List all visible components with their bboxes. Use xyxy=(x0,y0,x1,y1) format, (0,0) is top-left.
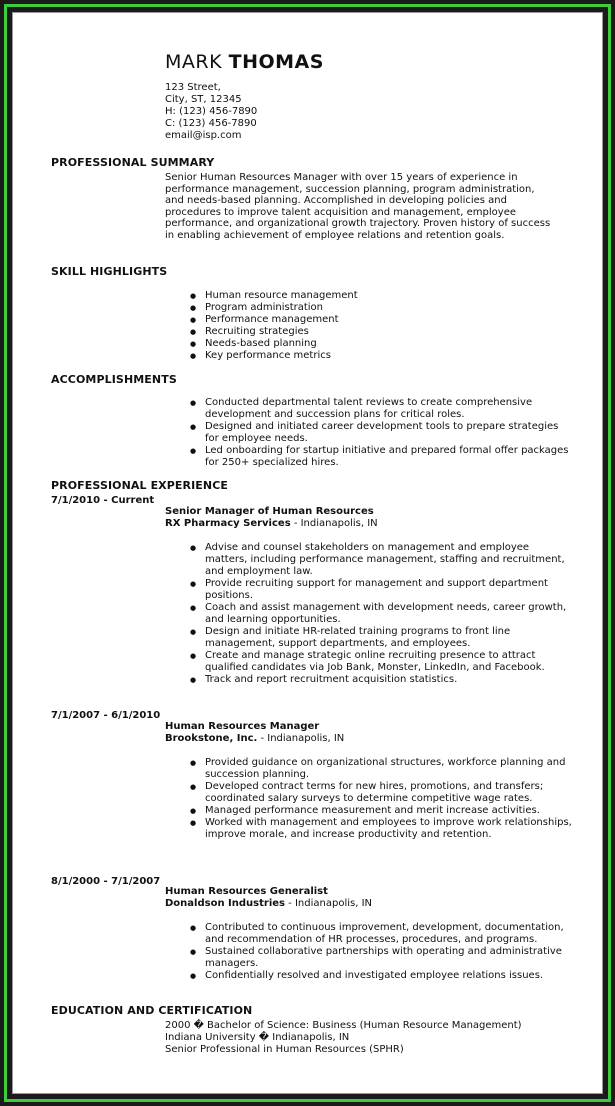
education-block xyxy=(165,1020,522,1056)
summary-heading: PROFESSIONAL SUMMARY xyxy=(51,156,215,169)
city-line: City, ST, 12345 xyxy=(165,94,242,105)
list-item: ● Performance management xyxy=(185,314,573,326)
job-header xyxy=(165,506,378,530)
skills-list xyxy=(185,290,573,362)
list-item: ● Managed performance measurement and merit increase activities. xyxy=(185,805,573,817)
list-item: ● Create and manage strategic online recruiting presence to attract qualified candidates via Job Bank, Monster, LinkedIn, and Facebook. xyxy=(185,650,573,674)
skills-heading: SKILL HIGHLIGHTS xyxy=(51,265,168,278)
home-phone: H: (123) 456-7890 xyxy=(165,106,258,117)
list-item: ● Design and initiate HR-related training programs to front line management, support departments, and employees. xyxy=(185,626,573,650)
company-name: RX Pharmacy Services xyxy=(165,518,291,529)
contact-block xyxy=(165,82,257,142)
job-location: - Indianapolis, IN xyxy=(285,898,372,909)
list-item: ● Program administration xyxy=(185,302,573,314)
list-item: ● Conducted departmental talent reviews to create comprehensive development and succession plans for critical roles. xyxy=(185,397,573,421)
job-bullets xyxy=(185,922,573,982)
list-item: ● Developed contract terms for new hires, promotions, and transfers; coordinated salary surveys to determine competitive wage rates. xyxy=(185,781,573,805)
list-item: ● Provide recruiting support for management and support department positions. xyxy=(185,578,573,602)
degree-line: 2000 � Bachelor of Science: Business (Human Resource Management) xyxy=(165,1020,522,1031)
list-item: ● Sustained collaborative partnerships with operating and administrative managers. xyxy=(185,946,573,970)
list-item: ● Needs-based planning xyxy=(185,338,573,350)
cell-phone: C: (123) 456-7890 xyxy=(165,118,257,129)
list-item: ● Recruiting strategies xyxy=(185,326,573,338)
experience-heading: PROFESSIONAL EXPERIENCE xyxy=(51,479,229,492)
job-dates: 8/1/2000 - 7/1/2007 xyxy=(51,876,161,887)
education-heading: EDUCATION AND CERTIFICATION xyxy=(51,1004,253,1017)
job-title: Human Resources Generalist xyxy=(165,886,328,897)
company-name: Donaldson Industries xyxy=(165,898,285,909)
list-item: ● Key performance metrics xyxy=(185,350,573,362)
company-name: Brookstone, Inc. xyxy=(165,733,258,744)
list-item: ● Contributed to continuous improvement, development, documentation, and recommendation of HR processes, procedures, and programs. xyxy=(185,922,573,946)
list-item: ● Human resource management xyxy=(185,290,573,302)
job-title: Senior Manager of Human Resources xyxy=(165,506,374,517)
list-item: ● Worked with management and employees to improve work relationships, improve morale, and increase productivity and retention. xyxy=(185,817,573,841)
list-item: ● Track and report recruitment acquisition statistics. xyxy=(185,674,573,686)
school-line: Indiana University � Indianapolis, IN xyxy=(165,1032,350,1043)
resume-page xyxy=(12,12,603,1094)
job-location: - Indianapolis, IN xyxy=(290,518,378,529)
job-header xyxy=(165,721,344,745)
certification-line: Senior Professional in Human Resources (SPHR) xyxy=(165,1044,404,1055)
candidate-name xyxy=(165,51,324,73)
job-header xyxy=(165,886,372,910)
list-item: ● Coach and assist management with development needs, career growth, and learning opportunities. xyxy=(185,602,573,626)
accomplishments-heading: ACCOMPLISHMENTS xyxy=(51,373,177,386)
job-bullets xyxy=(185,542,573,686)
accomplishments-list xyxy=(185,397,573,469)
first-name: MARK xyxy=(165,51,223,73)
job-location: - Indianapolis, IN xyxy=(257,733,345,744)
job-title: Human Resources Manager xyxy=(165,721,320,732)
list-item: ● Provided guidance on organizational structures, workforce planning and succession planning. xyxy=(185,757,573,781)
job-bullets xyxy=(185,757,573,841)
list-item: ● Advise and counsel stakeholders on management and employee matters, including performance management, staffing and recruitment, and employment law. xyxy=(185,542,573,578)
address-line: 123 Street, xyxy=(165,82,221,93)
list-item: ● Led onboarding for startup initiative and prepared formal offer packages for 250+ specialized hires. xyxy=(185,445,573,469)
summary-text: Senior Human Resources Manager with over 15 years of experience in performance management, succession planning, program administration, and needs-based planning. Accomplished in developing policies and procedures to improve talent acquisition and management, employee performance, and organizational growth trajectory. Proven history of success in enabling achievement of employee relations and retention goals. xyxy=(165,172,551,241)
job-dates: 7/1/2010 - Current xyxy=(51,495,155,506)
email: email@isp.com xyxy=(165,130,242,141)
list-item: ● Designed and initiated career development tools to prepare strategies for employee needs. xyxy=(185,421,573,445)
last-name: THOMAS xyxy=(228,51,324,73)
job-dates: 7/1/2007 - 6/1/2010 xyxy=(51,710,161,721)
list-item: ● Confidentially resolved and investigated employee relations issues. xyxy=(185,970,573,982)
